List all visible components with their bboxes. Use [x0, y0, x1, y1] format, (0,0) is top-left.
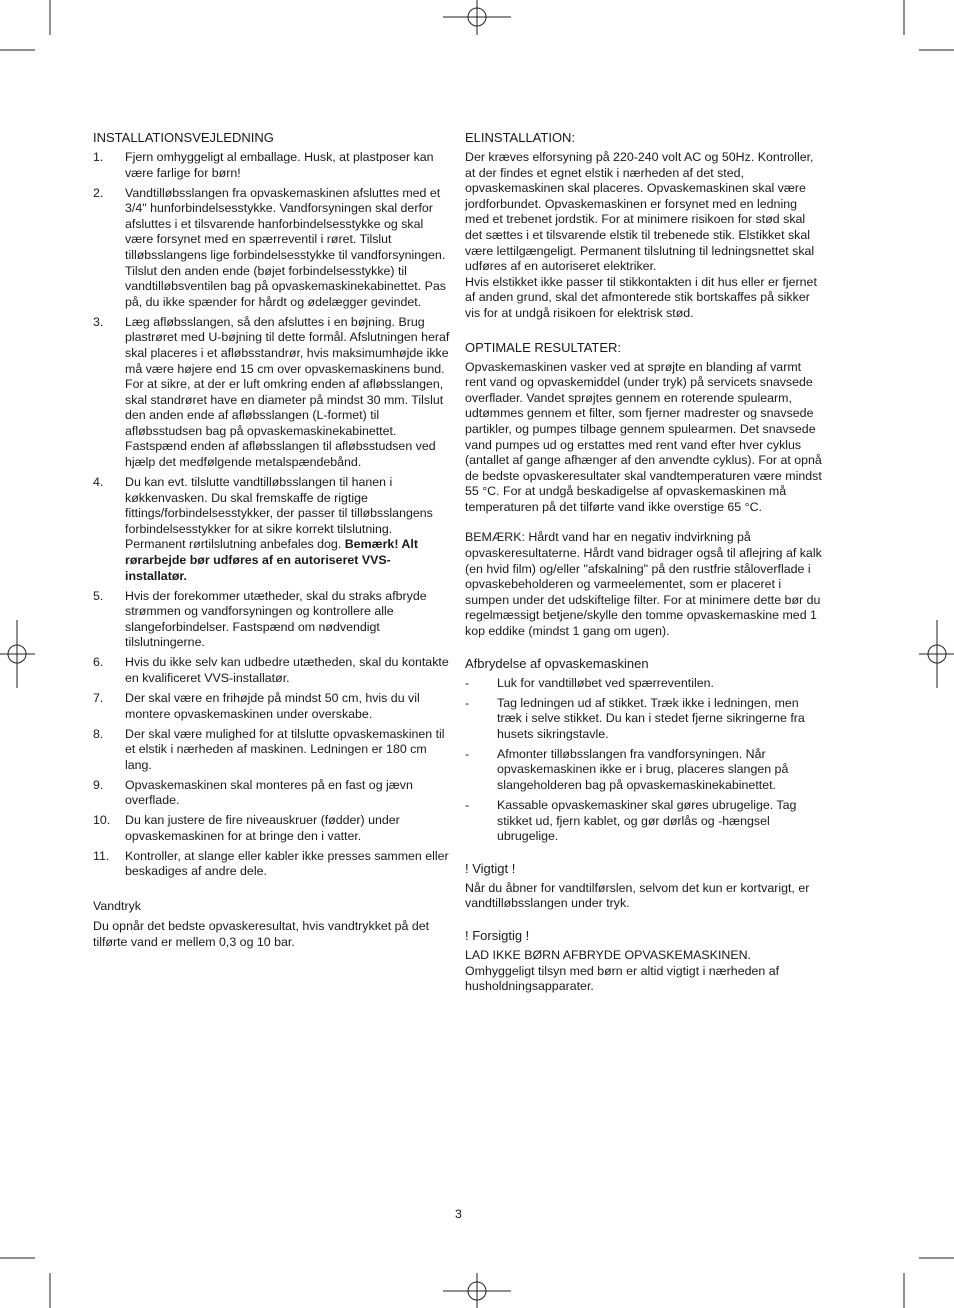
- list-item: [93, 150, 451, 181]
- list-item: [93, 315, 451, 471]
- dash-bullet: -: [465, 695, 470, 710]
- list-item: [93, 475, 451, 584]
- list-item-text: Luk for vandtilløbet ved spærreventilen.: [497, 675, 714, 690]
- list-item: [93, 727, 451, 774]
- dash-bullet: -: [465, 797, 470, 812]
- electrical-text: Der kræves elforsyning på 220-240 volt AC og 50Hz. Kontroller, at der findes et egnet elstik i nærheden af det sted, opvaskemaskinen skal placeres. Opvaskemaskinen skal være jordforbundet. Opvaskemaskinen er forsynet med en ledning med et trebenet jordstik. For at minimere risikoen for stød skal det sættes i et tilsvarende elstik til trebenede stik. Elstikket skal være lettilgængeligt. Permanent tilslutning til ledningsnettet skal udføres af en autoriseret elektriker.: [465, 150, 815, 274]
- step-number: 5.: [93, 588, 104, 603]
- right-column: [465, 130, 823, 995]
- list-item: [93, 778, 451, 809]
- list-item: [93, 849, 451, 880]
- installation-steps: [93, 150, 451, 880]
- list-item: [465, 747, 823, 794]
- optimal-results-heading: OPTIMALE RESULTATER:: [465, 339, 622, 355]
- caution-supervision-text: Omhyggeligt tilsyn med børn er altid vigtigt i nærheden af husholdningsapparater.: [465, 963, 780, 994]
- left-column: [93, 130, 451, 950]
- step-text: Der skal være en frihøjde på mindst 50 cm, hvis du vil montere opvaskemaskinen under overskabe.: [125, 690, 420, 721]
- step-number: 9.: [93, 777, 104, 792]
- disconnect-list: [465, 676, 823, 845]
- disconnect-heading: Afbrydelse af opvaskemaskinen: [465, 655, 649, 671]
- step-number: 4.: [93, 475, 104, 490]
- important-heading: ! Vigtigt !: [465, 860, 516, 876]
- caution-heading: ! Forsigtig !: [465, 927, 530, 943]
- step-number: 11.: [93, 848, 110, 863]
- step-text: Du kan evt. tilslutte vandtilløbsslangen til hanen i køkkenvasken. Du skal fremskaffe de rigtige fittings/forbindelsesstykker, der passer til tilløbsslangens forbindelsesstykker for at sikre korrekt tilslutning. Permanent rørtilslutning anbefales dog.: [125, 475, 433, 552]
- step-text: Der skal være mulighed for at tilslutte opvaskemaskinen til et elstik i nærheden af maskinen. Ledningen er 180 cm lang.: [125, 726, 445, 772]
- list-item: [93, 589, 451, 651]
- step-number: 1.: [93, 150, 104, 164]
- list-item-text: Tag ledningen ud af stikket. Træk ikke i ledningen, men træk i selve stikket. Du kan i stedet fjerne sikringerne fra husets sikringstavle.: [497, 695, 805, 741]
- water-pressure-text: Du opnår det bedste opvaskeresultat, hvis vandtrykket på det tilførte vand er mellem 0,3 og 10 bar.: [93, 919, 430, 949]
- step-text: Kontroller, at slange eller kabler ikke presses sammen eller beskadiges af andre dele.: [125, 848, 449, 879]
- step-number: 2.: [93, 185, 104, 200]
- optimal-results-text: Opvaskemaskinen vasker ved at sprøjte en blanding af varmt rent vand og opvaskemiddel (under tryk) på servicets snavsede overflader. Vandet sprøjtes gennem en roterende spulearm, udtømmes gennem et filter, som fjerner madrester og snavsede partikler, og pumpes tilbage gennem spulearmen. Det snavsede vand pumpes ud og erstattes med rent vand efter hver cyklus (antallet af gange afhænger af den anvendte cyklus). For at opnå de bedste opvaskeresultater skal vandtemperaturen være mindst 55 °C. For at undgå beskadigelse af opvaskemaskinen må temperaturen på det tilførte vand ikke overstige 65 °C.: [465, 359, 822, 514]
- spacer: [93, 884, 451, 899]
- list-item: [93, 691, 451, 722]
- list-item: [93, 813, 451, 844]
- step-warning-text: Bemærk! Alt rørarbejde bør udføres af en autoriseret VVS-installatør.: [125, 537, 418, 583]
- installation-heading: INSTALLATIONSVEJLEDNING: [93, 130, 274, 145]
- step-number: 10.: [93, 813, 111, 828]
- step-text: Læg afløbsslangen, så den afsluttes i en bøjning. Brug plastrøret med U-bøjning til dette formål. Afslutningen heraf skal placeres i et afløbsstandrør, hvis maksimumhøjde ikke må være højere end 15 cm over opvaskemaskinens bund. For at sikre, at der er luft omkring enden af afløbsslangen, skal standrøret have en diameter på mindst 30 mm. Tilslut den anden ende af afløbsslangen (L-formet) til afløbsstudsen bag på opvaskemaskinekabinettet. Fastspænd enden af afløbsslangen til afløbsstudsen ved hjælp det medfølgende metalspændebånd.: [125, 314, 450, 470]
- electrical-heading: ELINSTALLATION:: [465, 130, 576, 145]
- step-number: 6.: [93, 655, 104, 670]
- list-item: [93, 186, 451, 311]
- important-text: Når du åbner for vandtilførslen, selvom det kun er kortvarigt, er vandtilløbsslangen under tryk.: [465, 880, 810, 911]
- step-text: Du kan justere de fire niveauskruer (fødder) under opvaskemaskinen for at bringe den i vatter.: [125, 813, 400, 843]
- list-item: [93, 655, 451, 686]
- list-item: [465, 696, 823, 743]
- step-text: Vandtilløbsslangen fra opvaskemaskinen afsluttes med et 3/4" hunforbindelsesstykke. Vandforsyningen skal derfor afsluttes i et tilsvarende hanforbindelsesstykke og skal være forsynet med en spærreventil i røret. Tilslut tilløbsslangens lige forbindelsesstykke til vandforsyningen. Tilslut den anden ende (bøjet forbindelsesstykke) til vandtilløbsventilen bag på opvaskemaskinekabinettet. Pas på, du ikke spænder for hårdt og ødelægger gevindet.: [125, 185, 446, 309]
- list-item-text: Kassable opvaskemaskiner skal gøres ubrugelige. Tag stikket ud, fjern kablet, og gør dørlås og -hængsel ubrugelige.: [497, 797, 797, 844]
- water-pressure-title: Vandtryk: [93, 899, 141, 914]
- hard-water-note: BEMÆRK: Hårdt vand har en negativ indvirkning på opvaskeresultaterne. Hårdt vand bidrager også til aflejring af kalk (en hvid film) og/eller "afskalning" på den rustfrie ståloverflade i opvaskebeholderen og varmeelementet, som er placeret i sumpen under det udskiftelige filter. For at minimere dette bør du regelmæssigt betjene/skylle den tomme opvaskemaskine med 1 kop eddike (mindst 1 gang om ugen).: [465, 530, 822, 639]
- step-text: Fjern omhyggeligt al emballage. Husk, at plastposer kan være farlige for børn!: [125, 150, 434, 180]
- step-text: Hvis du ikke selv kan udbedre utætheden, skal du kontakte en kvalificeret VVS-installatør.: [125, 655, 449, 685]
- step-text: Hvis der forekommer utætheder, skal du straks afbryde strømmen og vandforsyningen og kontrollere alle slangeforbindelser. Fastspænd om nødvendigt tilslutningerne.: [125, 588, 427, 650]
- step-text: Opvaskemaskinen skal monteres på en fast og jævn overflade.: [125, 777, 413, 808]
- step-number: 3.: [93, 314, 104, 329]
- step-number: 8.: [93, 726, 104, 741]
- list-item-text: Afmonter tilløbsslangen fra vandforsyningen. Når opvaskemaskinen ikke er i brug, placeres slangen på slangeholderen bag på opvaskemaskinekabinettet.: [497, 746, 789, 792]
- list-item: [465, 798, 823, 845]
- electrical-plug-text: Hvis elstikket ikke passer til stikkontakten i dit hus eller er fjernet af anden grund, skal det afmonterede stik bortskaffes på sikker vis for at undgå risikoen for elektrisk stød.: [465, 274, 817, 320]
- caution-text: LAD IKKE BØRN AFBRYDE OPVASKEMASKINEN.: [465, 947, 751, 962]
- dash-bullet: -: [465, 746, 470, 761]
- spacer: [465, 515, 823, 530]
- page-number: 3: [455, 1207, 462, 1221]
- dash-bullet: -: [465, 675, 470, 690]
- step-number: 7.: [93, 690, 104, 705]
- list-item: [465, 676, 823, 692]
